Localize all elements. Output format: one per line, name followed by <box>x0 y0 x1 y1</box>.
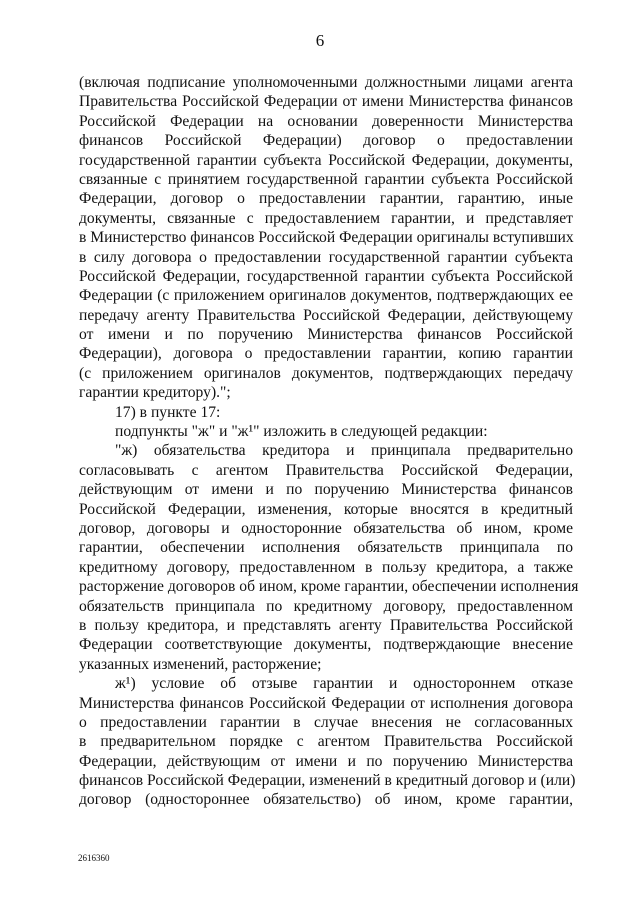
text-line: финансов Российской Федерации, изменений в кредитный договор и (или) <box>79 772 576 790</box>
text-line: Федерации), договора о предоставлении гарантии, копию гарантии <box>79 345 573 363</box>
text-line: ж¹) условие об отзыве гарантии и одностороннем отказе <box>115 675 573 693</box>
text-line: финансов Российской Федерации) договор о предоставлении <box>79 132 573 150</box>
text-line: указанных изменений, расторжение; <box>79 655 322 673</box>
text-line: Российской Федерации, изменения, которые вносятся в кредитный <box>79 500 573 518</box>
text-line: государственной гарантии субъекта Российской Федерации, документы, <box>79 151 573 169</box>
text-line: в предварительном порядке с агентом Правительства Российской <box>79 733 573 751</box>
text-line: гарантии кредитору)."; <box>79 384 231 402</box>
text-line: подпункты "ж" и "ж¹" изложить в следующей редакции: <box>115 423 488 441</box>
text-line: гарантии, обеспечении исполнения обязательств принципала по <box>79 539 573 557</box>
text-line: связанные с принятием государственной гарантии субъекта Российской <box>79 170 573 188</box>
text-line: в силу договора о предоставлении государственной гарантии субъекта <box>79 248 573 266</box>
text-line: действующим от имени и по поручению Министерства финансов <box>79 481 573 499</box>
text-line: (с приложением оригиналов документов, подтверждающих передачу <box>79 364 573 382</box>
text-line: Федерации (с приложением оригиналов документов, подтверждающих ее <box>79 287 573 305</box>
text-line: договор, договоры и односторонние обязательства об ином, кроме <box>79 519 573 537</box>
text-line: расторжение договоров об ином, кроме гарантии, обеспечении исполнения <box>79 578 579 596</box>
text-line: Федерации, действующим от имени и по поручению Министерства <box>79 752 573 770</box>
text-line: от имени и по поручению Министерства финансов Российской <box>79 326 573 344</box>
text-line: в пользу кредитора, и представлять агенту Правительства Российской <box>79 616 573 634</box>
text-line: Российской Федерации, государственной гарантии субъекта Российской <box>79 267 573 285</box>
text-line: (включая подписание уполномоченными должностными лицами агента <box>79 74 573 91</box>
document-code: 2616360 <box>78 853 110 863</box>
text-line: Министерства финансов Российской Федерации от исполнения договора <box>79 694 573 712</box>
text-line: обязательств принципала по кредитному договору, предоставленном <box>79 597 573 615</box>
document-body <box>79 73 579 810</box>
text-line: документы, связанные с предоставлением гарантии, и представляет <box>79 209 573 227</box>
text-line: кредитному договору, предоставленном в пользу кредитора, а также <box>79 558 573 576</box>
text-line: договор (одностороннее обязательство) об ином, кроме гарантии, <box>79 791 573 809</box>
text-line: Федерации соответствующие документы, подтверждающие внесение <box>79 636 573 654</box>
text-line: о предоставлении гарантии в случае внесения не согласованных <box>79 713 573 731</box>
text-line: передачу агенту Правительства Российской Федерации, действующему <box>79 306 573 324</box>
text-line: согласовывать с агентом Правительства Российской Федерации, <box>79 461 573 479</box>
page-number: 6 <box>315 31 325 50</box>
text-line: Правительства Российской Федерации от имени Министерства финансов <box>79 93 573 111</box>
text-line: в Министерство финансов Российской Федерации оригиналы вступивших <box>79 229 574 247</box>
text-line: "ж) обязательства кредитора и принципала предварительно <box>115 442 573 460</box>
text-line: 17) в пункте 17: <box>115 403 221 421</box>
text-line: Российской Федерации на основании доверенности Министерства <box>79 112 573 130</box>
text-line: Федерации, договор о предоставлении гарантии, гарантию, иные <box>79 190 573 208</box>
